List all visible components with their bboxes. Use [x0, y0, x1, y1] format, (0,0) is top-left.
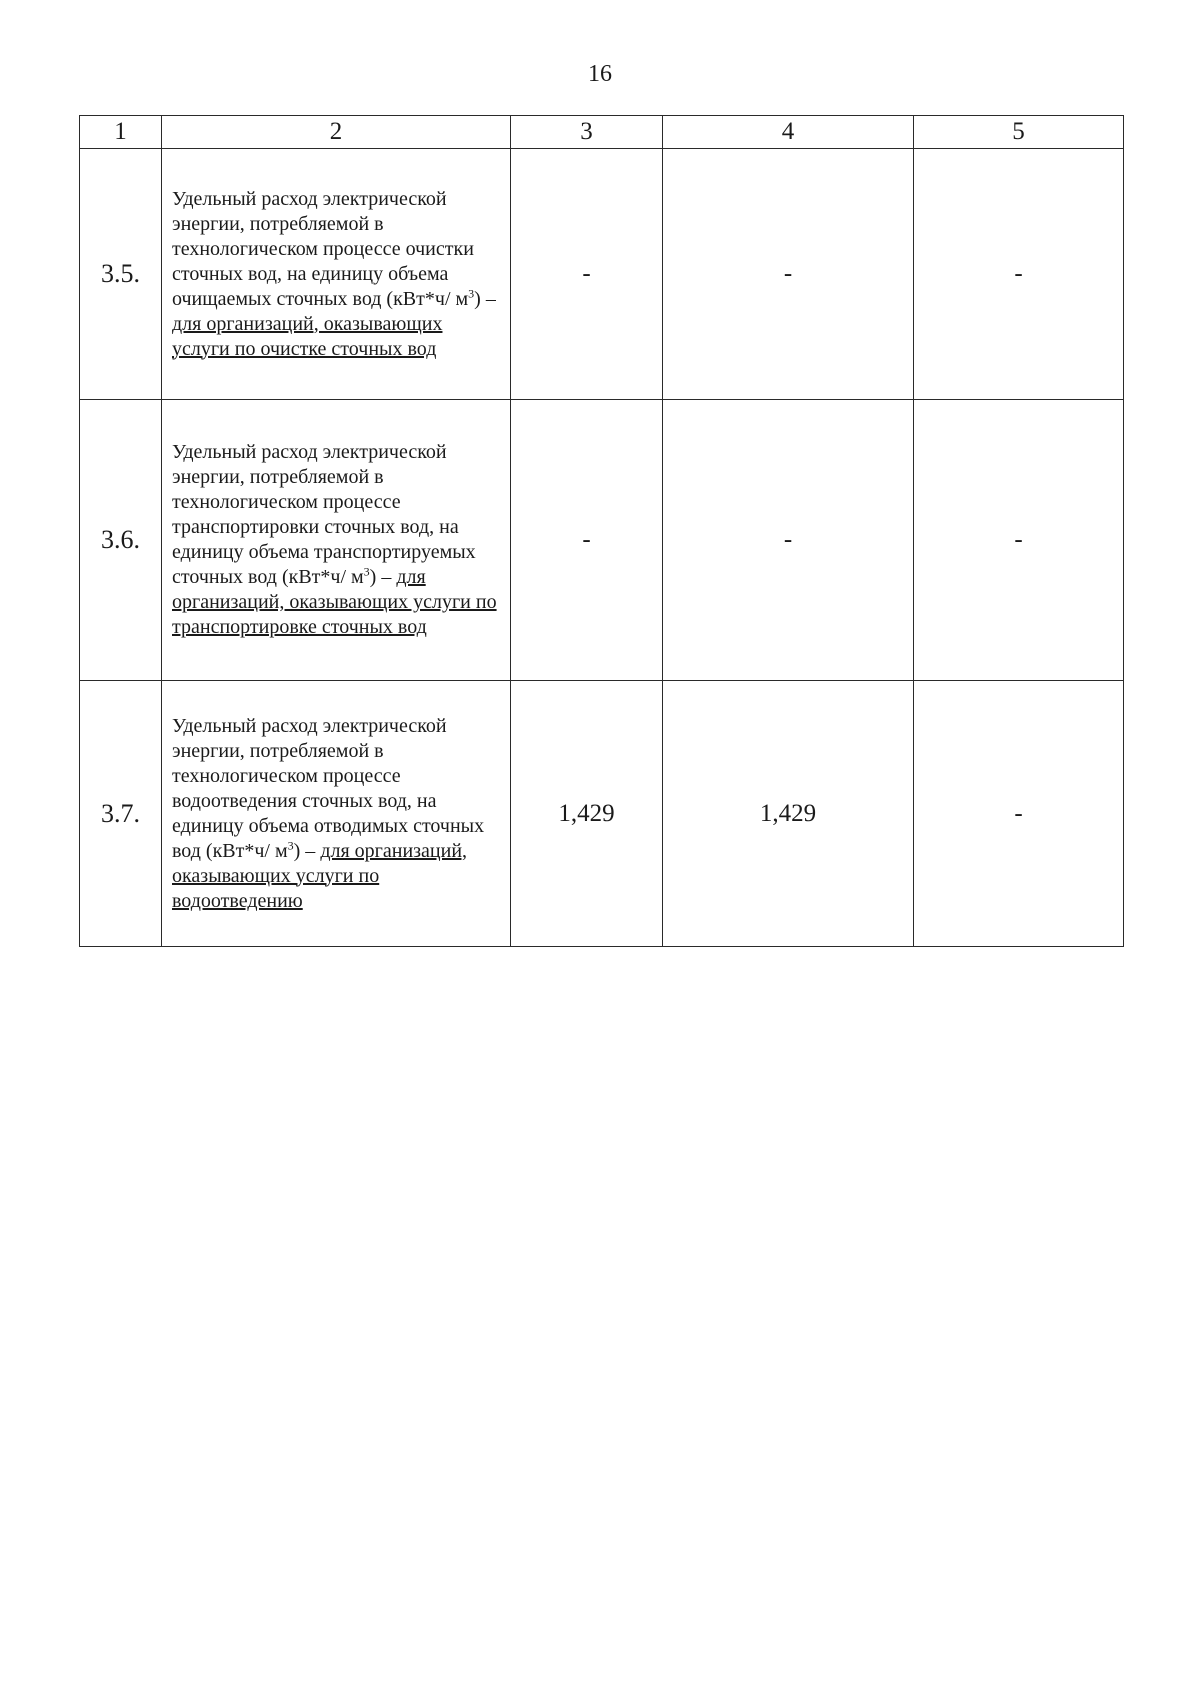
row-description	[162, 681, 511, 947]
row-value-col5: -	[914, 400, 1124, 681]
row-value-col4: -	[663, 149, 914, 400]
description-text-after: ) –	[293, 839, 321, 862]
table-row	[80, 400, 1124, 681]
row-description	[162, 400, 511, 681]
description-superscript: 3	[287, 837, 294, 852]
row-value-col5: -	[914, 681, 1124, 947]
table-header-row	[80, 116, 1124, 149]
description-underlined: для организаций, оказывающих услуги по водоотведению	[172, 839, 468, 912]
description-text-after: ) –	[369, 566, 397, 588]
description-text: Удельный расход электрической энергии, потребляемой в технологическом процессе очистки сточных вод, на единицу объема очищаемых сточных вод (кВт*ч/ м	[172, 187, 474, 310]
description-text-after: ) –	[474, 287, 496, 310]
description-underlined: для организаций, оказывающих услуги по транспортировке сточных вод	[172, 566, 497, 638]
column-header-4: 4	[663, 116, 914, 149]
column-header-3: 3	[511, 116, 663, 149]
row-value-col3: -	[511, 400, 663, 681]
row-value-col4: 1,429	[663, 681, 914, 947]
page-number: 16	[588, 61, 612, 87]
description-text: Удельный расход электрической энергии, потребляемой в технологическом процессе водоотведения сточных вод, на единицу объема отводимых сточных вод (кВт*ч/ м	[172, 714, 485, 862]
column-header-5: 5	[914, 116, 1124, 149]
row-value-col3: -	[511, 149, 663, 400]
description-superscript: 3	[363, 564, 370, 579]
table-row	[80, 681, 1124, 947]
row-number: 3.6.	[80, 400, 162, 681]
indicators-table	[79, 115, 1124, 947]
row-number: 3.5.	[80, 149, 162, 400]
description-superscript: 3	[468, 285, 475, 300]
row-number: 3.7.	[80, 681, 162, 947]
table-row	[80, 149, 1124, 400]
column-header-2: 2	[162, 116, 511, 149]
row-value-col5: -	[914, 149, 1124, 400]
description-underlined: для организаций, оказывающих услуги по очистке сточных вод	[172, 312, 443, 360]
description-text: Удельный расход электрической энергии, потребляемой в технологическом процессе транспортировки сточных вод, на единицу объема транспортируемых сточных вод (кВт*ч/ м	[172, 441, 476, 588]
row-value-col3: 1,429	[511, 681, 663, 947]
column-header-1: 1	[80, 116, 162, 149]
row-description	[162, 149, 511, 400]
row-value-col4: -	[663, 400, 914, 681]
